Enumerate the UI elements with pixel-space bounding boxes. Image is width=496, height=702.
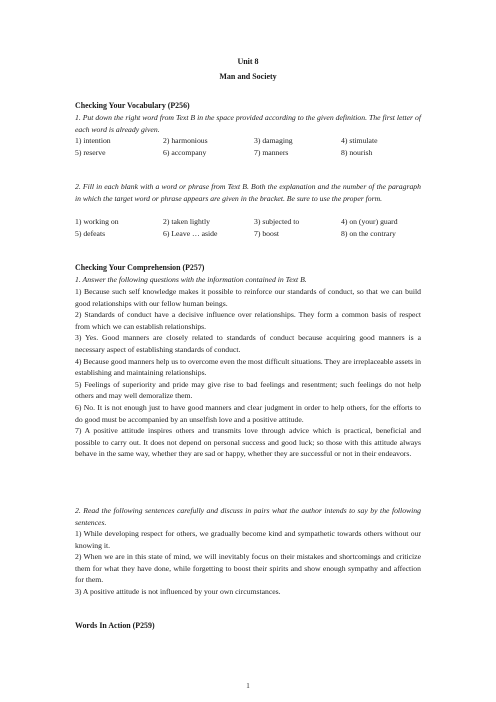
answer-paragraph: 1) While developing respect for others, we gradually become kind and sympathetic towards others without our knowing it. <box>75 529 421 550</box>
answer-item: 8) nourish <box>341 147 373 157</box>
answer-item: 5) reserve <box>75 147 106 157</box>
answer-item: 7) boost <box>254 228 279 238</box>
answer-item: 4) stimulate <box>341 136 378 145</box>
comprehension-q2-instruction: 2. Read the following sentences carefully and discuss in pairs what the author intends to say by the following sentences. <box>75 506 421 527</box>
comprehension-heading: Checking Your Comprehension (P257) <box>75 263 205 272</box>
answer-paragraph: 6) No. It is not enough just to have good manners and clear judgment in order to help others, for the efforts to do good must be accompanied by an unselfish love and a positive attitude. <box>75 402 421 424</box>
answer-item: 1) working on <box>75 217 119 226</box>
answer-item: 2) taken lightly <box>163 217 210 226</box>
vocab-q2-instruction: 2. Fill in each blank with a word or phrase from Text B. Both the explanation and the number of the paragraph in which the target word or phrase appears are given in the bracket. Be sure to use the proper form. <box>75 182 421 203</box>
comprehension-q1-instruction: 1. Answer the following questions with the information contained in Text B. <box>75 275 307 284</box>
answer-item: 5) defeats <box>75 228 106 238</box>
answer-item: 3) subjected to <box>254 217 300 226</box>
answer-paragraph: 4) Because good manners help us to overcome even the most difficult situations. They are irreplaceable assets in establishing and maintaining relationships. <box>75 356 421 378</box>
answer-paragraph: 3) Yes. Good manners are closely related to standards of conduct because acquiring good manners is a necessary aspect of establishing standards of conduct. <box>75 333 421 354</box>
answer-item: 2) harmonious <box>163 136 208 145</box>
vocab-heading: Checking Your Vocabulary (P256) <box>75 101 190 110</box>
answer-paragraph: 5) Feelings of superiority and pride may give rise to bad feelings and resentment; such feelings do not help others and may well demoralize them. <box>75 379 421 401</box>
answer-row <box>75 135 421 147</box>
answer-item: 3) damaging <box>254 136 293 145</box>
answer-item: 1) intention <box>75 136 111 145</box>
discussion-answers <box>75 528 421 598</box>
answer-item: 7) manners <box>254 147 289 157</box>
answer-row <box>75 147 421 159</box>
answer-item: 6) Leave … aside <box>163 228 218 238</box>
answer-paragraph: 7) A positive attitude inspires others and transmits love through advice which is practical, beneficial and possible to carry out. It does not depend on personal success and good luck; so those with this attitude always behave in the same way, whether they are sad or happy, whether they are successful or not in their endeavors. <box>75 426 421 459</box>
unit-title: Unit 8 <box>237 57 259 66</box>
words-in-action-heading: Words In Action (P259) <box>75 621 155 630</box>
answer-paragraph: 2) Standards of conduct have a decisive influence over relationships. They form a common basis of respect from which we can establish relationships. <box>75 310 421 331</box>
answer-row <box>75 228 421 240</box>
unit-subtitle: Man and Society <box>219 72 277 81</box>
page-number: 1 <box>246 682 250 690</box>
vocab-q2-answers <box>75 216 421 239</box>
answer-paragraph: 3) A positive attitude is not influenced by your own circumstances. <box>75 586 281 596</box>
answer-paragraph: 1) Because such self knowledge makes it possible to reinforce our standards of conduct, so that we can build good relationships with our fellow human beings. <box>75 287 421 308</box>
vocab-q1-instruction: 1. Put down the right word from Text B in the space provided according to the given definition. The first letter of each word is already given. <box>75 113 421 134</box>
comprehension-answers <box>75 286 421 460</box>
vocab-q1-answers <box>75 135 421 158</box>
answer-item: 4) on (your) guard <box>341 217 398 226</box>
answer-row <box>75 216 421 228</box>
answer-item: 8) on the contrary <box>341 228 396 238</box>
answer-paragraph: 2) When we are in this state of mind, we will inevitably focus on their mistakes and shortcomings and criticize them for what they have done, while forgetting to boost their spirits and show enough sympathy and affection for them. <box>75 552 421 585</box>
answer-item: 6) accompany <box>163 147 207 157</box>
